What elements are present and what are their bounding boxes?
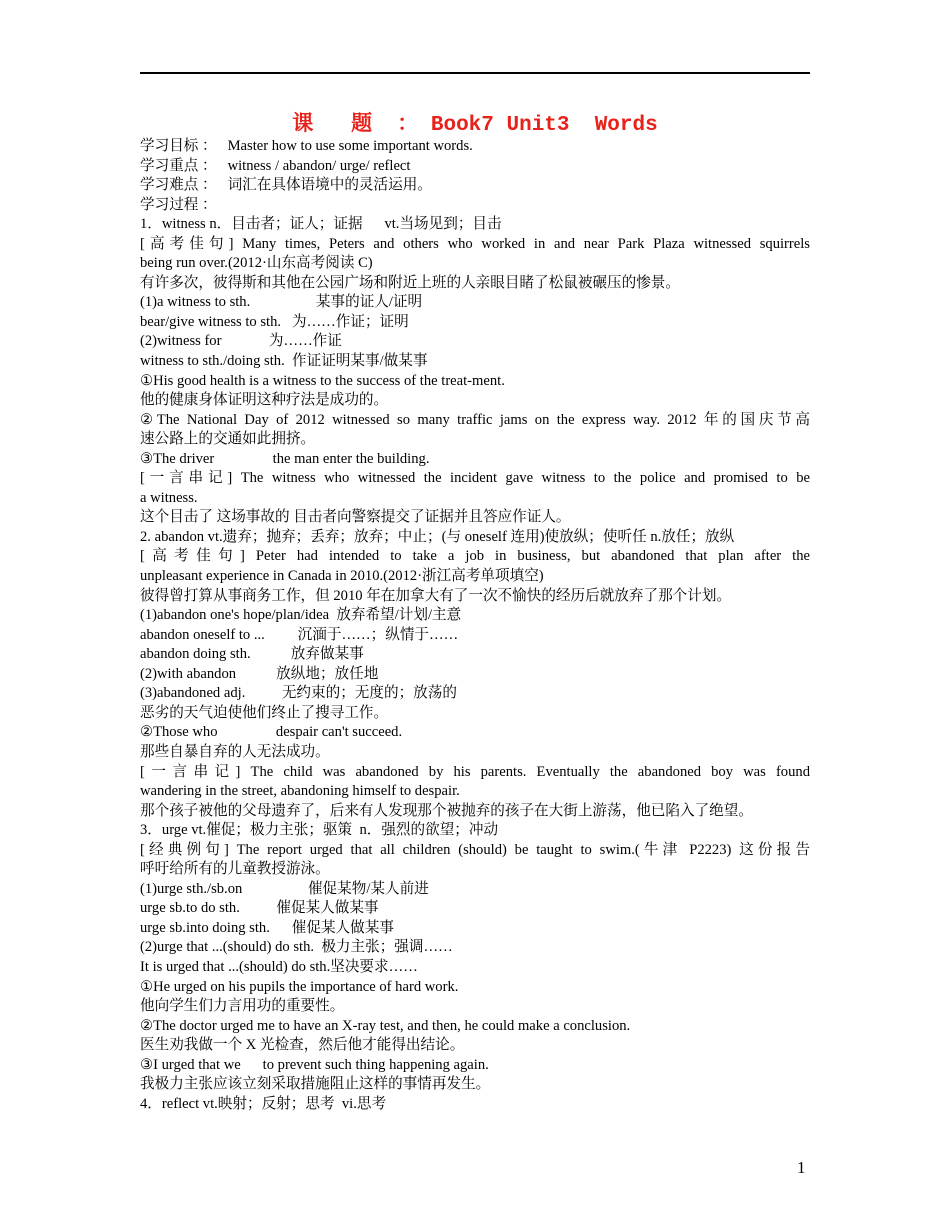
text-line: 学习重点 ： witness / abandon/ urge/ reflect bbox=[140, 157, 411, 174]
text-line: It is urged that ...(should) do sth.坚决要求…… bbox=[140, 958, 418, 975]
text-line: 那些自暴自弃的人无法成功。 bbox=[140, 743, 330, 760]
text-line: ③The driver the man enter the building. bbox=[140, 450, 430, 467]
header-rule bbox=[140, 72, 810, 74]
text-line: [经典例句] The report urged that all children (should) be taught to swim.(牛津 P2223) 这份报告 bbox=[140, 841, 810, 858]
text-line: 他的健康身体证明这种疗法是成功的。 bbox=[140, 392, 389, 409]
text-line: urge sb.into doing sth. 催促某人做某事 bbox=[140, 919, 394, 936]
text-line: 他向学生们力言用功的重要性。 bbox=[140, 998, 345, 1015]
text-line: ②The National Day of 2012 witnessed so many traffic jams on the express way. 2012 年的国庆节高 bbox=[140, 411, 810, 428]
text-line: [一言串记] The child was abandoned by his parents. Eventually the abandoned boy was found bbox=[140, 763, 810, 780]
text-line: 2. abandon vt.遗弃；抛弃；丢弃；放弃；中止；(与 oneself 连用)使放纵；使听任 n.放任；放纵 bbox=[140, 528, 735, 545]
text-line: (2)witness for 为……作证 bbox=[140, 333, 342, 350]
text-line: abandon doing sth. 放弃做某事 bbox=[140, 646, 364, 663]
text-line: 那个孩子被他的父母遗弃了，后来有人发现那个被抛弃的孩子在大街上游荡，他已陷入了绝望。 bbox=[140, 802, 753, 819]
text-line: [一言串记] The witness who witnessed the incident gave witness to the police and promised to be bbox=[140, 470, 810, 487]
text-line: (3)abandoned adj. 无约束的；无度的；放荡的 bbox=[140, 685, 457, 702]
text-line: ①He urged on his pupils the importance of hard work. bbox=[140, 978, 459, 995]
text-line: 彼得曾打算从事商务工作，但 2010 年在加拿大有了一次不愉快的经历后就放弃了那个计划。 bbox=[140, 587, 732, 604]
text-line: ③I urged that we to prevent such thing happening again. bbox=[140, 1056, 489, 1073]
text-line: 学习难点 ： 词汇在具体语境中的灵活运用。 bbox=[140, 177, 432, 194]
text-line: a witness. bbox=[140, 489, 198, 506]
text-line: ②Those who despair can't succeed. bbox=[140, 724, 403, 741]
text-line: abandon oneself to ... 沉湎于……；纵情于…… bbox=[140, 626, 459, 643]
text-line: bear/give witness to sth. 为……作证；证明 bbox=[140, 313, 409, 330]
text-line: ①His good health is a witness to the success of the treat-ment. bbox=[140, 372, 505, 389]
text-line: (1)abandon one's hope/plan/idea 放弃希望/计划/主意 bbox=[140, 607, 462, 624]
text-line: 我极力主张应该立刻采取措施阻止这样的事情再发生。 bbox=[140, 1076, 491, 1093]
text-line: 恶劣的天气迫使他们终止了搜寻工作。 bbox=[140, 704, 389, 721]
text-line: (1)a witness to sth. 某事的证人/证明 bbox=[140, 294, 423, 311]
text-line: 学习过程 ： bbox=[140, 196, 217, 213]
page-number: 1 bbox=[797, 1158, 806, 1177]
text-line: 4．reflect vt.映射；反射；思考 vi.思考 bbox=[140, 1095, 387, 1112]
text-line: 学习目标 ： Master how to use some important words. bbox=[140, 138, 473, 154]
text-line: 呼吁给所有的儿童教授游泳。 bbox=[140, 861, 330, 878]
text-line: unpleasant experience in Canada in 2010.(2012·浙江高考单项填空) bbox=[140, 568, 544, 585]
text-line: 医生劝我做一个 X 光检查，然后他才能得出结论。 bbox=[140, 1037, 465, 1054]
text-line: 3．urge vt.催促；极力主张；驱策 n．强烈的欲望；冲动 bbox=[140, 822, 499, 839]
text-line: wandering in the street, abandoning himself to despair. bbox=[140, 783, 460, 800]
text-line: ②The doctor urged me to have an X-ray test, and then, he could make a conclusion. bbox=[140, 1017, 631, 1034]
document-body bbox=[140, 137, 810, 1114]
text-line: (2)urge that ...(should) do sth. 极力主张；强调…… bbox=[140, 939, 453, 956]
text-line: (1)urge sth./sb.on 催促某物/某人前进 bbox=[140, 880, 429, 897]
text-line: 速公路上的交通如此拥挤。 bbox=[140, 431, 316, 448]
text-line: witness to sth./doing sth. 作证证明某事/做某事 bbox=[140, 353, 428, 370]
text-line: 这个目击了 这场事故的 目击者向警察提交了证据并且答应作证人。 bbox=[140, 509, 571, 526]
text-line: (2)with abandon 放纵地；放任地 bbox=[140, 665, 379, 682]
text-line: being run over.(2012·山东高考阅读 C) bbox=[140, 255, 373, 272]
text-line: 1．witness n．目击者；证人；证据 vt.当场见到；目击 bbox=[140, 216, 502, 233]
text-line: 有许多次，彼得斯和其他在公园广场和附近上班的人亲眼目睹了松鼠被碾压的惨景。 bbox=[140, 274, 680, 291]
text-line: [高考佳句] Many times, Peters and others who worked in and near Park Plaza witnessed squirrels bbox=[140, 235, 810, 252]
page-title: 课 题 ： Book7 Unit3 Words bbox=[292, 114, 658, 137]
text-line: [高考佳句] Peter had intended to take a job in business, but abandoned that plan after the bbox=[140, 548, 810, 565]
text-line: urge sb.to do sth. 催促某人做某事 bbox=[140, 900, 379, 917]
